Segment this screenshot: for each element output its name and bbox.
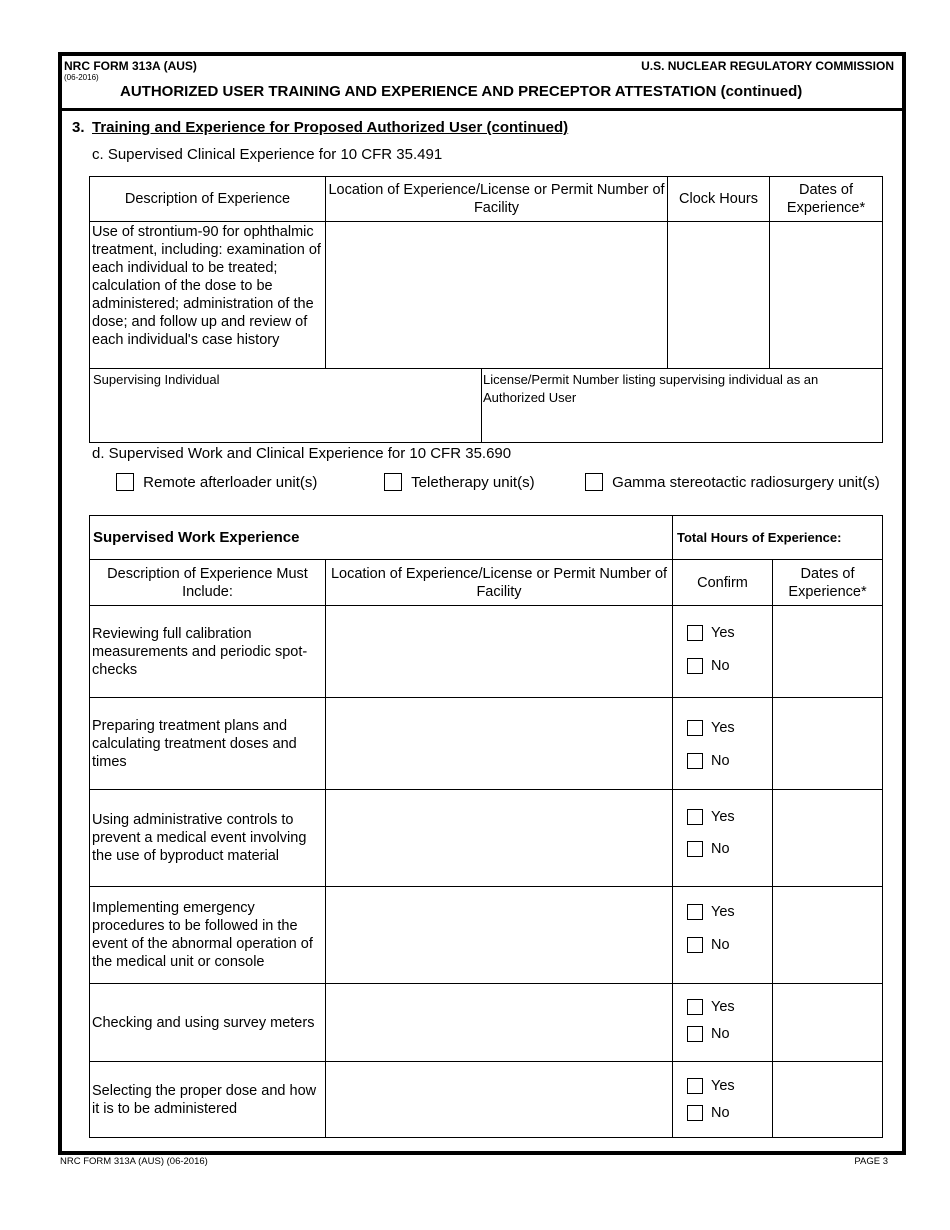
no-label: No <box>711 1105 730 1122</box>
confirm-cell <box>673 1062 773 1138</box>
no-label: No <box>711 753 730 770</box>
no-checkbox[interactable] <box>687 1105 703 1121</box>
yes-label: Yes <box>711 999 735 1016</box>
no-label: No <box>711 658 730 675</box>
confirm-cell <box>673 984 773 1062</box>
row-description: Implementing emergency procedures to be followed in the event of the abnormal operation of the medical unit or console <box>90 887 326 984</box>
no-label: No <box>711 1026 730 1043</box>
row-description: Use of strontium-90 for ophthalmic treatment, including: examination of each individual to be treated; calculation of the dose to be administered; administration of the dose; and follow up and review of each individual's case history <box>90 222 326 369</box>
remote-afterloader-checkbox[interactable] <box>116 473 134 491</box>
no-checkbox[interactable] <box>687 1026 703 1042</box>
yes-label: Yes <box>711 720 735 737</box>
form-date: (06-2016) <box>64 73 99 82</box>
table-row <box>90 698 883 790</box>
yes-label: Yes <box>711 809 735 826</box>
section-title: Training and Experience for Proposed Authorized User (continued) <box>92 119 569 136</box>
dates-field[interactable] <box>773 790 883 887</box>
col-header-confirm: Confirm <box>673 560 773 606</box>
row-description: Checking and using survey meters <box>90 984 326 1062</box>
page-number: PAGE 3 <box>854 1156 888 1167</box>
yes-label: Yes <box>711 904 735 921</box>
table-row <box>90 790 883 887</box>
table-row <box>90 606 883 698</box>
total-hours-field[interactable] <box>673 516 883 560</box>
location-field[interactable] <box>326 698 673 790</box>
dates-field[interactable] <box>773 887 883 984</box>
clinical-experience-table <box>89 176 883 369</box>
dates-field[interactable] <box>773 1062 883 1138</box>
no-checkbox[interactable] <box>687 841 703 857</box>
no-label: No <box>711 937 730 954</box>
row-description: Selecting the proper dose and how it is to be administered <box>90 1062 326 1138</box>
location-field[interactable] <box>326 790 673 887</box>
option-gamma-stereotactic[interactable] <box>585 473 880 491</box>
supervisor-table <box>89 368 883 443</box>
dates-field[interactable] <box>773 606 883 698</box>
yes-label: Yes <box>711 625 735 642</box>
row-description: Preparing treatment plans and calculating treatment doses and times <box>90 698 326 790</box>
dates-field[interactable] <box>773 984 883 1062</box>
no-checkbox[interactable] <box>687 658 703 674</box>
supervising-individual-label: Supervising Individual <box>93 372 220 387</box>
dates-field[interactable] <box>773 698 883 790</box>
row-description: Using administrative controls to prevent a medical event involving the use of byproduct material <box>90 790 326 887</box>
col-header-dates: Dates of Experience* <box>770 177 883 222</box>
yes-checkbox[interactable] <box>687 999 703 1015</box>
header-separator <box>62 108 902 111</box>
location-field[interactable] <box>326 222 668 369</box>
table-row <box>90 1062 883 1138</box>
agency-name: U.S. NUCLEAR REGULATORY COMMISSION <box>641 59 894 73</box>
teletherapy-checkbox[interactable] <box>384 473 402 491</box>
location-field[interactable] <box>326 887 673 984</box>
supervising-individual-field[interactable] <box>90 369 482 443</box>
section-number: 3. <box>72 119 85 136</box>
no-label: No <box>711 841 730 858</box>
confirm-cell <box>673 887 773 984</box>
no-checkbox[interactable] <box>687 937 703 953</box>
location-field[interactable] <box>326 984 673 1062</box>
location-field[interactable] <box>326 606 673 698</box>
col-header-description: Description of Experience Must Include: <box>90 560 326 606</box>
supervised-work-label: Supervised Work Experience <box>90 516 673 560</box>
yes-checkbox[interactable] <box>687 904 703 920</box>
supervised-work-table <box>89 515 883 1138</box>
yes-checkbox[interactable] <box>687 720 703 736</box>
footer-form-id: NRC FORM 313A (AUS) (06-2016) <box>60 1156 208 1167</box>
col-header-description: Description of Experience <box>90 177 326 222</box>
row-description: Reviewing full calibration measurements and periodic spot-checks <box>90 606 326 698</box>
confirm-cell <box>673 790 773 887</box>
col-header-clock-hours: Clock Hours <box>668 177 770 222</box>
license-permit-label: License/Permit Number listing supervising individual as an Authorized User <box>483 372 819 405</box>
part-d-title: d. Supervised Work and Clinical Experience for 10 CFR 35.690 <box>92 445 512 462</box>
part-c-title: c. Supervised Clinical Experience for 10 CFR 35.491 <box>92 146 443 163</box>
total-hours-label: Total Hours of Experience: <box>677 529 842 545</box>
yes-checkbox[interactable] <box>687 1078 703 1094</box>
remote-afterloader-label: Remote afterloader unit(s) <box>143 473 318 491</box>
table-row <box>90 984 883 1062</box>
yes-label: Yes <box>711 1078 735 1095</box>
form-id: NRC FORM 313A (AUS) <box>64 59 197 73</box>
license-permit-field[interactable] <box>482 369 883 443</box>
option-remote-afterloader[interactable] <box>116 473 317 491</box>
confirm-cell <box>673 698 773 790</box>
yes-checkbox[interactable] <box>687 809 703 825</box>
gamma-stereotactic-checkbox[interactable] <box>585 473 603 491</box>
yes-checkbox[interactable] <box>687 625 703 641</box>
clock-hours-field[interactable] <box>668 222 770 369</box>
confirm-cell <box>673 606 773 698</box>
form-title: AUTHORIZED USER TRAINING AND EXPERIENCE AND PRECEPTOR ATTESTATION (continued) <box>120 83 803 100</box>
col-header-dates: Dates of Experience* <box>773 560 883 606</box>
table-row <box>90 887 883 984</box>
teletherapy-label: Teletherapy unit(s) <box>411 473 535 491</box>
location-field[interactable] <box>326 1062 673 1138</box>
col-header-location: Location of Experience/License or Permit Number of Facility <box>326 177 668 222</box>
no-checkbox[interactable] <box>687 753 703 769</box>
gamma-stereotactic-label: Gamma stereotactic radiosurgery unit(s) <box>612 473 880 491</box>
col-header-location: Location of Experience/License or Permit Number of Facility <box>326 560 673 606</box>
dates-field[interactable] <box>770 222 883 369</box>
option-teletherapy[interactable] <box>384 473 535 491</box>
